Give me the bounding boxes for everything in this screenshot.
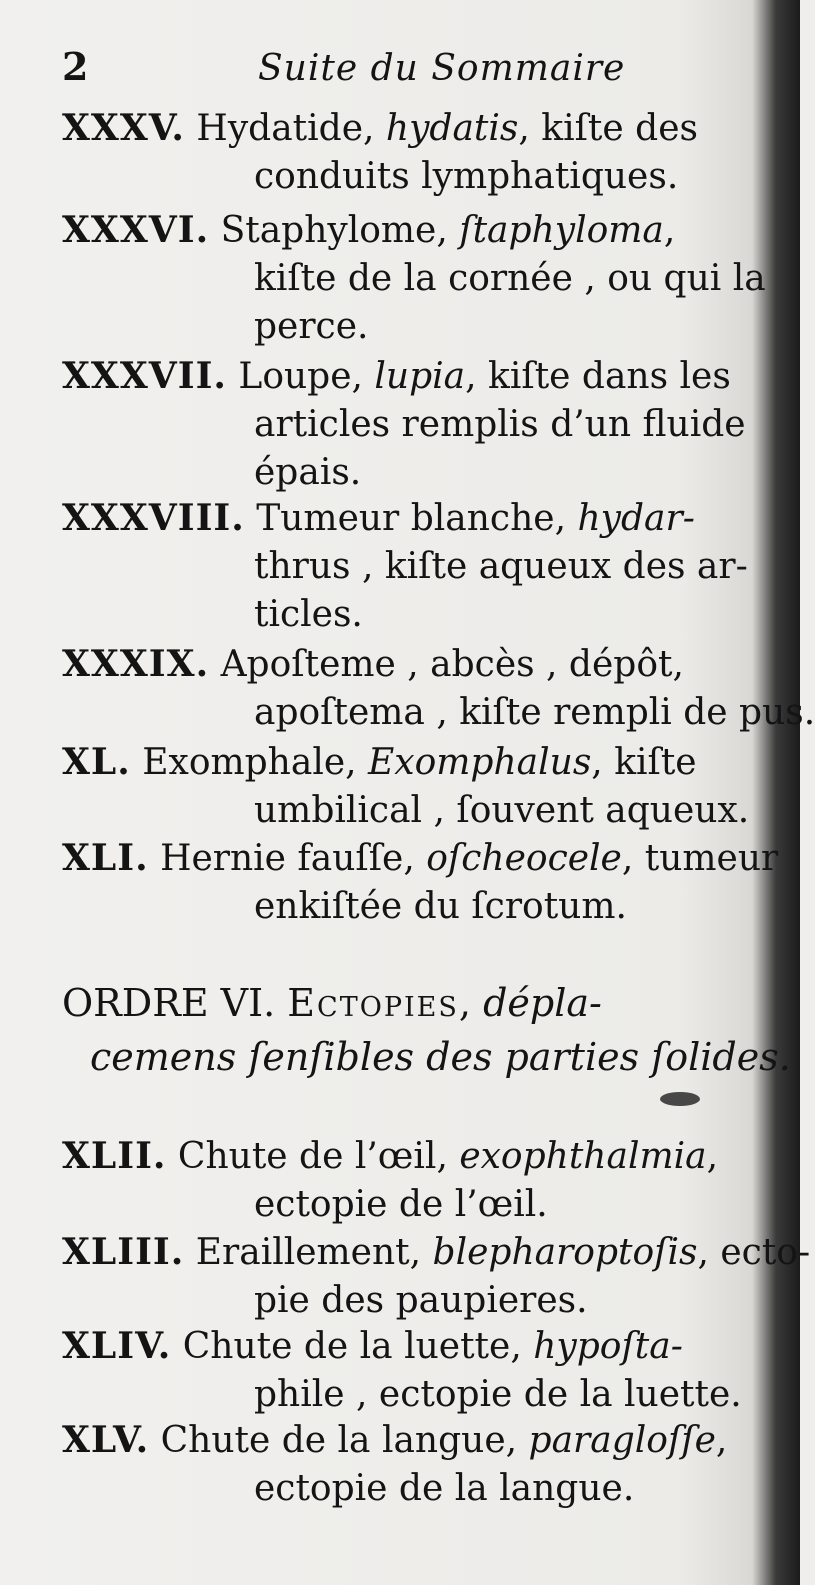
entry-text: articles remplis d’un fluide <box>254 404 746 445</box>
entry-number: XXXV. <box>62 107 185 149</box>
entry-latin: Exomphalus <box>368 742 592 783</box>
entry-number: XXXVIII. <box>62 497 245 539</box>
entry-xliv: XLIV. Chute de la luette, hypoſta- phile , ectopie de la luette. <box>62 1322 772 1419</box>
entry-text: ectopie de l’œil. <box>254 1184 548 1225</box>
page-header <box>62 44 762 94</box>
entry-number: XLII. <box>62 1135 167 1177</box>
entry-text: enkiſtée du ſcrotum. <box>254 886 627 927</box>
entry-text: pie des paupieres. <box>254 1280 588 1321</box>
entry-xli: XLI. Hernie fauſſe, oſcheocele, tumeur enkiſtée du ſcrotum. <box>62 834 772 931</box>
entry-text: conduits lymphatiques. <box>254 156 679 197</box>
entry-text: ectopie de la langue. <box>254 1468 635 1509</box>
entry-text: épais. <box>254 452 362 493</box>
entry-xxxviii: XXXVIII. Tumeur blanche, hydar- thrus , kiſte aqueux des ar- ticles. <box>62 494 772 639</box>
entry-xliii: XLIII. Eraillement, blepharoptoſis, ecto- pie des paupieres. <box>62 1228 772 1325</box>
entry-text: kiſte de la cornée , ou qui la <box>254 258 766 299</box>
entry-name: Hydatide <box>196 108 363 149</box>
section-heading: ORDRE VI. Ectopies, dépla- cemens ſenſibles des parties ſolides. <box>62 976 772 1084</box>
entry-number: XLV. <box>62 1419 150 1461</box>
entry-name: Loupe <box>238 356 352 397</box>
entry-number: XXXVII. <box>62 355 227 397</box>
entry-latin: hydar- <box>577 498 695 539</box>
entry-text: apoſtema , kiſte rempli de pus. <box>254 692 815 733</box>
entry-text: ticles. <box>254 594 363 635</box>
entry-xxxix: XXXIX. Apoſteme , abcès , dépôt, apoſtema , kiſte rempli de pus. <box>62 640 772 737</box>
entry-text: thrus , kiſte aqueux des ar- <box>254 546 748 587</box>
entry-name: Exomphale <box>142 742 346 783</box>
entry-latin: oſcheocele <box>426 838 622 879</box>
entry-text: umbilical , ſouvent aqueux. <box>254 790 750 831</box>
entry-latin: hydatis <box>385 108 519 149</box>
entry-latin: exophthalmia <box>459 1136 707 1177</box>
entry-xlv: XLV. Chute de la langue, paragloſſe, ectopie de la langue. <box>62 1416 772 1513</box>
entry-number: XLI. <box>62 837 149 879</box>
entry-number: XLIII. <box>62 1231 185 1273</box>
entry-text: kiſte dans les <box>488 356 731 397</box>
page-number: 2 <box>62 44 89 89</box>
entry-name: Chute de la luette <box>182 1326 511 1367</box>
entry-name: Chute de la langue <box>160 1420 506 1461</box>
entry-latin: blepharoptoſis <box>432 1232 698 1273</box>
section-desc: dépla- <box>483 981 602 1025</box>
entry-text: perce. <box>254 306 369 347</box>
entry-name: Hernie fauſſe <box>160 838 404 879</box>
entry-latin: lupia <box>374 356 466 397</box>
entry-number: XXXIX. <box>62 643 210 685</box>
entry-name: Tumeur blanche <box>256 498 555 539</box>
entry-xxxvii: XXXVII. Loupe, lupia, kiſte dans les articles remplis d’un fluide épais. <box>62 352 772 497</box>
entry-xlii: XLII. Chute de l’œil, exophthalmia, ectopie de l’œil. <box>62 1132 772 1229</box>
entry-latin: hypoſta- <box>533 1326 683 1367</box>
ink-stain <box>660 1092 700 1106</box>
entry-name: Eraillement <box>195 1232 410 1273</box>
entry-xxxvi: XXXVI. Staphylome, ſtaphyloma, kiſte de la cornée , ou qui la perce. <box>62 206 772 351</box>
entry-xxxv: XXXV. Hydatide, hydatis, kiſte des conduits lymphatiques. <box>62 104 772 201</box>
entry-xl: XL. Exomphale, Exomphalus, kiſte umbilical , ſouvent aqueux. <box>62 738 772 835</box>
entry-name: Staphylome <box>220 210 437 251</box>
entry-number: XL. <box>62 741 131 783</box>
entry-text: kiſte <box>614 742 697 783</box>
section-desc: cemens ſenſibles des parties ſolides. <box>90 1035 791 1079</box>
entry-latin: ſtaphyloma <box>459 210 664 251</box>
entry-number: XXXVI. <box>62 209 210 251</box>
running-title: Suite du Sommaire <box>258 48 626 89</box>
entry-text: phile , ectopie de la luette. <box>254 1374 742 1415</box>
entry-latin: paragloſſe <box>528 1420 716 1461</box>
section-name: Ectopies <box>287 981 459 1025</box>
entry-number: XLIV. <box>62 1325 172 1367</box>
entry-text: tumeur <box>644 838 779 879</box>
section-order: ORDRE VI. <box>62 981 276 1025</box>
entry-name: Chute de l’œil <box>177 1136 437 1177</box>
entry-text: ecto- <box>720 1232 811 1273</box>
entry-text: kiſte des <box>541 108 698 149</box>
entry-name: Apoſteme , abcès , dépôt <box>220 644 673 685</box>
